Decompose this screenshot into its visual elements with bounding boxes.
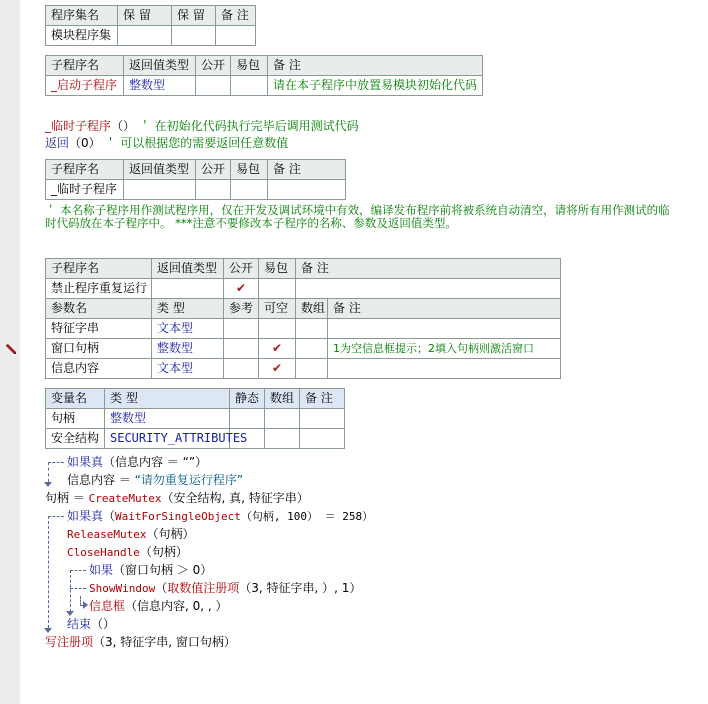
code-line-if-window[interactable] [89,562,212,578]
sub-name-cell[interactable]: _临时子程序 [46,180,124,200]
header-sub-name: 子程序名 [46,56,124,76]
var-row[interactable] [46,409,345,429]
var-type-cell[interactable]: SECURITY_ATTRIBUTES [105,429,230,449]
code-line-if-wait[interactable] [67,508,373,525]
startup-sub-table [45,55,483,96]
release-mutex-call[interactable]: ReleaseMutex [67,528,147,541]
header-return-type: 返回值类型 [152,259,224,279]
header-var-type: 类 型 [105,389,230,409]
header-param-array: 数组 [296,299,328,319]
if-keyword[interactable]: 如果 [89,563,114,577]
reserved-cell-1[interactable] [118,26,172,46]
read-registry-call[interactable]: 取数值注册项 [167,581,240,595]
param-header-row [46,299,561,319]
return-type-cell[interactable] [124,180,196,200]
table-header-row [46,56,483,76]
header-param-name: 参数名 [46,299,152,319]
header-note: 备 注 [296,259,561,279]
local-var-table [45,388,345,449]
easy-pack-cell[interactable] [231,76,268,96]
param-row[interactable] [46,359,561,379]
header-public: 公开 [224,259,259,279]
header-reserved-1: 保 留 [118,6,172,26]
table-row[interactable] [46,279,561,299]
note-cell[interactable] [296,279,561,299]
param-name-cell[interactable]: 窗口句柄 [46,339,152,359]
code-line-temp-sub[interactable] [45,118,359,134]
nullable-checkmark-icon[interactable]: ✔ [259,359,296,379]
table-row[interactable] [46,76,483,96]
param-ref-cell[interactable] [224,359,259,379]
header-reserved-2: 保 留 [172,6,216,26]
easy-pack-cell[interactable] [259,279,296,299]
public-cell[interactable] [196,76,231,96]
code-line-create-mutex[interactable] [45,490,309,507]
param-type-cell[interactable]: 文本型 [152,359,224,379]
call-open: （ [103,509,116,523]
header-param-ref: 参考 [224,299,259,319]
var-name-cell[interactable]: 句柄 [46,409,105,429]
flow-guide [48,462,64,463]
header-note: 备 注 [268,56,483,76]
header-var-array: 数组 [265,389,300,409]
param-note-cell[interactable]: 1为空信息框提示；2填入句柄则激活窗口 [328,339,561,359]
header-var-static: 静态 [230,389,265,409]
call-args: （3, 特征字串, 窗口句柄） [93,635,236,649]
if-true-keyword[interactable]: 如果真 [67,455,104,469]
reserved-cell-2[interactable] [172,26,216,46]
code-line-return[interactable] [45,135,288,151]
param-row[interactable] [46,339,561,359]
create-mutex-call[interactable]: CreateMutex [88,492,162,505]
flow-guide [70,570,71,612]
code-line-message-box[interactable] [89,598,228,614]
pencil-icon [5,343,17,355]
note-cell[interactable] [268,180,346,200]
temp-sub-comment: ＇ 在初始化代码执行完毕后调用测试代码 [138,119,359,133]
assembly-name-cell[interactable]: 模块程序集 [46,26,118,46]
header-param-type: 类 型 [152,299,224,319]
var-array-cell[interactable] [265,409,300,429]
temp-sub-comment-2: 时代码放在本子程序中。 ***注意不要修改本子程序的名称、参数及返回值类型。 [45,216,457,230]
header-sub-name: 子程序名 [46,160,124,180]
call-args: （句柄） [146,527,195,541]
return-comment: ＇ 可以根据您的需要返回任意数值 [104,136,289,150]
header-var-note: 备 注 [300,389,345,409]
header-easy-pack: 易包 [259,259,296,279]
return-args: （0） [69,136,101,150]
param-type-cell[interactable]: 文本型 [152,319,224,339]
header-return-type: 返回值类型 [124,160,196,180]
call-args: （句柄, 100） ＝ 258） [240,510,374,523]
sub-name-cell[interactable]: _启动子程序 [46,76,124,96]
flow-guide [48,462,49,482]
param-ref-cell[interactable] [224,339,259,359]
nullable-checkmark-icon[interactable]: ✔ [259,339,296,359]
main-sub-table [45,258,561,379]
code-line-assign-message[interactable] [67,472,243,488]
param-ref-cell[interactable] [224,319,259,339]
if-true-keyword[interactable]: 如果真 [67,509,104,523]
param-array-cell[interactable] [296,339,328,359]
code-line-write-registry[interactable] [45,634,236,650]
code-line-show-window[interactable] [89,580,361,597]
call-args: （3, 特征字串, ）, 1） [239,581,362,595]
message-box-call[interactable]: 信息框 [89,599,126,613]
var-row[interactable] [46,429,345,449]
var-static-cell[interactable] [230,409,265,429]
flow-guide [48,516,64,517]
note-cell[interactable] [216,26,256,46]
temp-sub-comment-1: ＇ 本名称子程序用作测试程序用，仅在开发及调试环境中有效，编译发布程序前将被系统自动清空，请将所有用作测试的临 [45,203,670,217]
flow-arrow-icon [44,628,52,633]
public-cell[interactable] [196,180,231,200]
header-sub-name: 子程序名 [46,259,152,279]
var-name-cell[interactable]: 安全结构 [46,429,105,449]
param-array-cell[interactable] [296,319,328,339]
sub-name-cell[interactable]: 禁止程序重复运行 [46,279,152,299]
header-var-name: 变量名 [46,389,105,409]
flow-guide [48,516,49,628]
close-handle-call[interactable]: CloseHandle [67,546,140,559]
header-return-type: 返回值类型 [124,56,196,76]
var-type-cell[interactable]: 整数型 [105,409,230,429]
end-keyword[interactable]: 结束 [67,617,92,631]
flow-arrow-icon [44,482,52,487]
temp-sub-name[interactable]: _临时子程序 [45,119,112,133]
call-args: （句柄） [139,545,188,559]
header-public: 公开 [196,56,231,76]
return-type-cell[interactable] [152,279,224,299]
temp-sub-parens: （） [111,119,136,133]
easy-pack-cell[interactable] [231,180,268,200]
temp-sub-table [45,159,346,200]
show-window-call[interactable]: ShowWindow [89,582,156,595]
flow-arrow-icon [83,601,88,609]
var-array-cell[interactable] [265,429,300,449]
header-note: 备 注 [268,160,346,180]
var-note-cell[interactable] [300,429,345,449]
code-line-release-mutex[interactable] [67,526,195,543]
code-line-close-handle[interactable] [67,544,188,561]
param-row[interactable] [46,319,561,339]
header-param-nullable: 可空 [259,299,296,319]
call-args: （安全结构, 真, 特征字串） [161,491,309,505]
table-row[interactable] [46,180,346,200]
flow-guide [70,570,86,571]
public-checkmark-icon[interactable]: ✔ [224,279,259,299]
flow-guide [70,588,86,589]
param-note-cell[interactable] [328,359,561,379]
assign-lhs: 句柄 ＝ [45,491,89,505]
param-name-cell[interactable]: 特征字串 [46,319,152,339]
header-easy-pack: 易包 [231,160,268,180]
assign-lhs: 信息内容 ＝ [67,473,135,487]
header-easy-pack: 易包 [231,56,268,76]
call-args: （信息内容, 0, , ） [125,599,228,613]
header-public: 公开 [196,160,231,180]
var-note-cell[interactable] [300,409,345,429]
wait-for-single-object-call[interactable]: WaitForSingleObject [115,510,241,523]
string-literal: “请勿重复运行程序” [134,473,244,487]
param-type-cell[interactable]: 整数型 [152,339,224,359]
param-note-cell[interactable] [328,319,561,339]
note-cell[interactable]: 请在本子程序中放置易模块初始化代码 [268,76,483,96]
return-keyword[interactable]: 返回 [45,136,70,150]
table-header-row [46,259,561,279]
param-nullable-cell[interactable] [259,319,296,339]
param-array-cell[interactable] [296,359,328,379]
table-header-row [46,389,345,409]
header-assembly-name: 程序集名 [46,6,118,26]
param-name-cell[interactable]: 信息内容 [46,359,152,379]
call-args: （） [91,617,116,631]
write-registry-call[interactable]: 写注册项 [45,635,94,649]
return-type-cell[interactable]: 整数型 [124,76,196,96]
call-open: （ [155,581,168,595]
code-line-end[interactable] [67,616,115,632]
table-header-row [46,6,256,26]
table-header-row [46,160,346,180]
code-line-if-empty[interactable] [67,454,207,470]
header-param-note: 备 注 [328,299,561,319]
header-note: 备 注 [216,6,256,26]
flow-guide [80,596,81,606]
if-condition: （窗口句柄 ＞ 0） [113,563,213,577]
if-condition: （信息内容 ＝ “”） [103,455,208,469]
assembly-table [45,5,256,46]
table-row[interactable] [46,26,256,46]
